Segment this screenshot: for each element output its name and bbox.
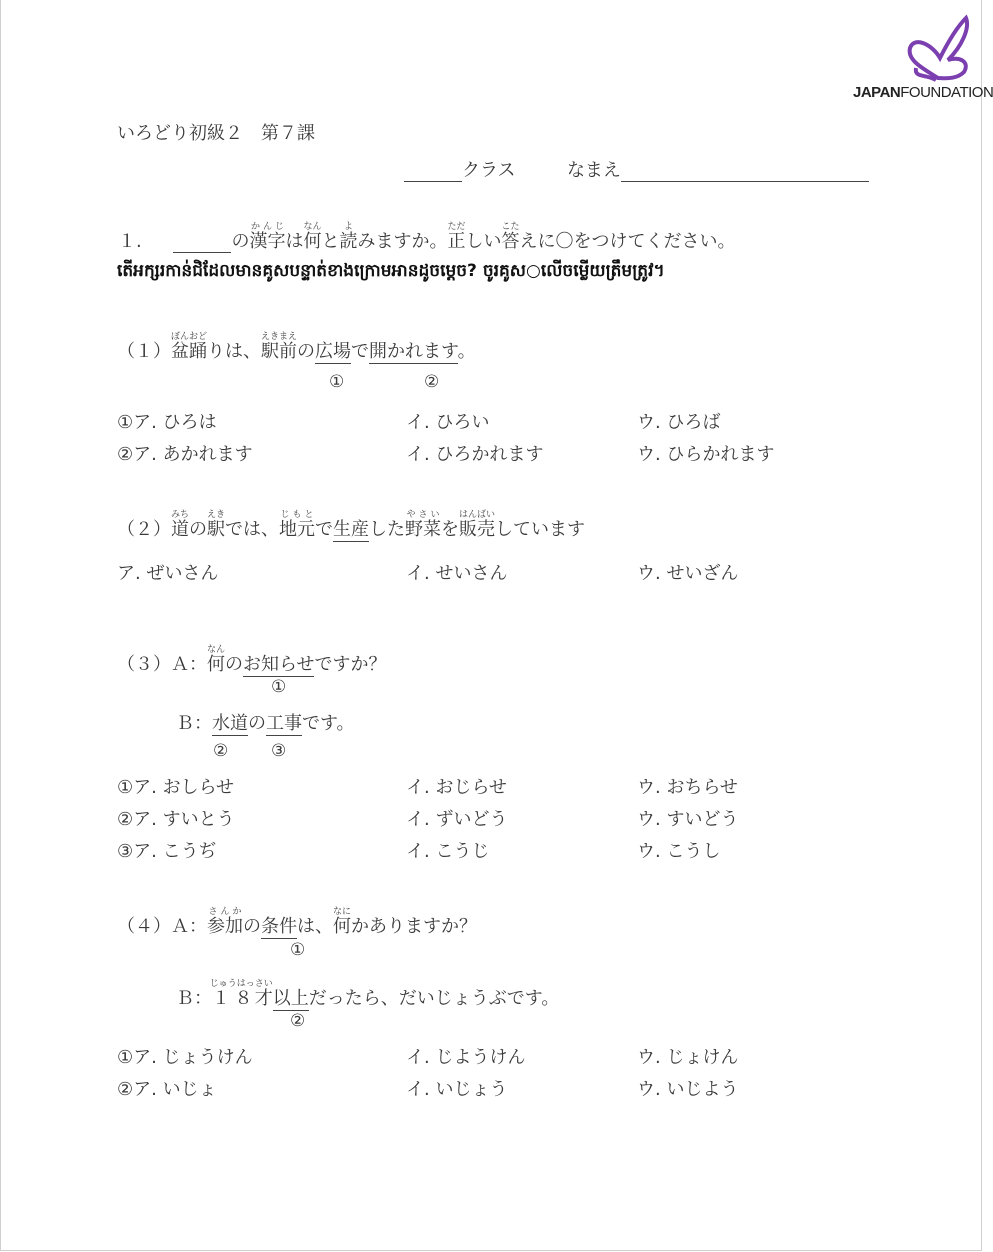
choice-c[interactable]: ウ. ひらかれます [637,444,775,465]
choice-a[interactable]: ②ア. あかれます [117,444,253,465]
question-2: （２）道みちの駅えきでは、地元じもとで生産した野菜やさいを販売はんばいしています [117,510,586,540]
class-name-line [404,156,869,182]
instruction-khmer: តើអក្សរកាន់ជិដែលមានគូសបន្ទាត់ខាងក្រោមអានដូចម្តេច? ចូរគូស○លើចម្លើយត្រឹមត្រូវ។ [117,261,665,281]
choice-b[interactable]: イ. ひろい [406,412,490,433]
choice-a[interactable]: ア. ぜいさん [117,563,219,584]
name-blank[interactable] [621,161,869,182]
question-3-a: （３）Ａ：何なんのお知らせですか？ [117,645,387,675]
logo-text-a: JAPAN [853,84,901,101]
instruction-blank [173,232,231,253]
logo-text-b: FOUNDATION [900,84,993,101]
marker-1: ① [329,372,345,392]
question-4-a: （４）Ａ：参加さんかの条件は、何なにかありますか？ [117,907,477,937]
choice-b[interactable]: イ. ひろかれます [406,444,544,465]
choice-b[interactable]: イ. いじょう [406,1079,508,1100]
choice-c[interactable]: ウ. せいざん [637,563,739,584]
choice-b[interactable]: イ. こうじ [406,841,490,862]
choice-a[interactable]: ②ア. すいとう [117,809,235,830]
class-label: クラス [462,160,516,181]
logo-text [853,84,993,101]
class-blank[interactable] [404,161,462,182]
choice-b[interactable]: イ. おじらせ [406,777,507,798]
choice-b[interactable]: イ. ずいどう [406,809,508,830]
choice-a[interactable]: ①ア. ひろは [117,412,217,433]
marker-2: ② [424,372,440,392]
instruction-ja: １. の漢字かんじは何なんと読よみますか。正ただしい答こたえに〇をつけてください。 [118,222,736,252]
choice-c[interactable]: ウ. じょけん [637,1047,739,1068]
choice-c[interactable]: ウ. いじよう [637,1079,739,1100]
choice-a[interactable]: ③ア. こうぢ [117,841,217,862]
marker-1: ① [271,677,287,697]
choice-b[interactable]: イ. せいさん [406,563,508,584]
instruction-number: １. [118,231,142,252]
page-title: いろどり初級２ 第７課 [117,123,315,144]
marker-3: ③ [271,741,287,761]
choice-c[interactable]: ウ. こうし [637,841,721,862]
question-3-b: Ｂ：水道の工事です。 [176,713,355,734]
choice-b[interactable]: イ. じようけん [406,1047,526,1068]
choice-c[interactable]: ウ. ひろば [637,412,721,433]
question-1: （１）盆踊ぼんおどりは、駅前えきまえの広場で開かれます。 [117,332,476,362]
choice-a[interactable]: ①ア. おしらせ [117,777,235,798]
marker-2: ② [213,741,229,761]
choice-a[interactable]: ①ア. じょうけん [117,1047,253,1068]
question-4-b: Ｂ：１８じゅうはっ才さい以上だったら、だいじょうぶです。 [176,979,560,1009]
choice-a[interactable]: ②ア. いじょ [117,1079,217,1100]
marker-1: ① [290,940,306,960]
choice-c[interactable]: ウ. すいどう [637,809,739,830]
marker-2: ② [290,1011,306,1031]
name-label: なまえ [566,160,621,181]
choice-c[interactable]: ウ. おちらせ [637,777,738,798]
